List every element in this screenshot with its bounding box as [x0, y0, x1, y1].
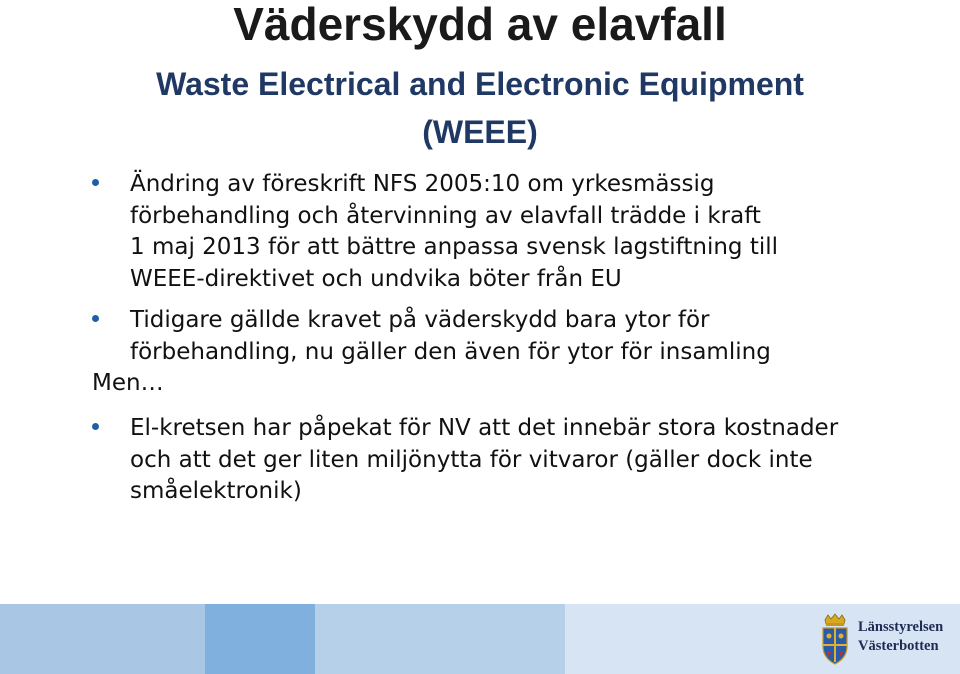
bullet-2-line-2: förbehandling, nu gäller den även för ytor för insamling	[130, 338, 771, 365]
men-label: Men…	[92, 370, 164, 396]
bullet-dot-icon	[92, 179, 99, 186]
bullet-1-line-2: förbehandling och återvinning av elavfall trädde i kraft	[130, 202, 761, 229]
bullet-1-line-3: 1 maj 2013 för att bättre anpassa svensk lagstiftning till	[130, 234, 779, 260]
logo-text-line-1: Länsstyrelsen	[858, 619, 944, 635]
bullet-dot-icon	[92, 423, 99, 430]
logo-text-line-2: Västerbotten	[858, 638, 939, 654]
footer-band-segment	[205, 604, 315, 674]
bullet-dot-icon	[92, 315, 99, 322]
bullet-3-line-1: El-kretsen har påpekat för NV att det innebär stora kostnader	[130, 415, 839, 441]
footer-color-band	[0, 604, 960, 674]
bullet-2-line-1: Tidigare gällde kravet på väderskydd bara ytor för	[130, 307, 710, 333]
footer-band-segment	[315, 604, 565, 674]
subtitle-line-1: Waste Electrical and Electronic Equipment	[156, 66, 804, 102]
bullet-1-line-1: Ändring av föreskrift NFS 2005:10 om yrkesmässig	[130, 171, 715, 197]
bullet-3-line-3: småelektronik)	[130, 478, 302, 504]
bullet-1-line-4: WEEE-direktivet och undvika böter från EU	[130, 265, 622, 292]
subtitle-line-2: (WEEE)	[422, 114, 538, 150]
footer-band-segment	[0, 604, 205, 674]
slide-subtitle	[80, 60, 880, 156]
bullet-3-line-2: och att det ger liten miljönytta för vitvaror (gäller dock inte	[130, 446, 813, 473]
slide-title: Väderskydd av elavfall	[233, 0, 727, 50]
coat-of-arms-icon	[818, 612, 852, 666]
lansstyrelsen-logo	[818, 612, 958, 668]
